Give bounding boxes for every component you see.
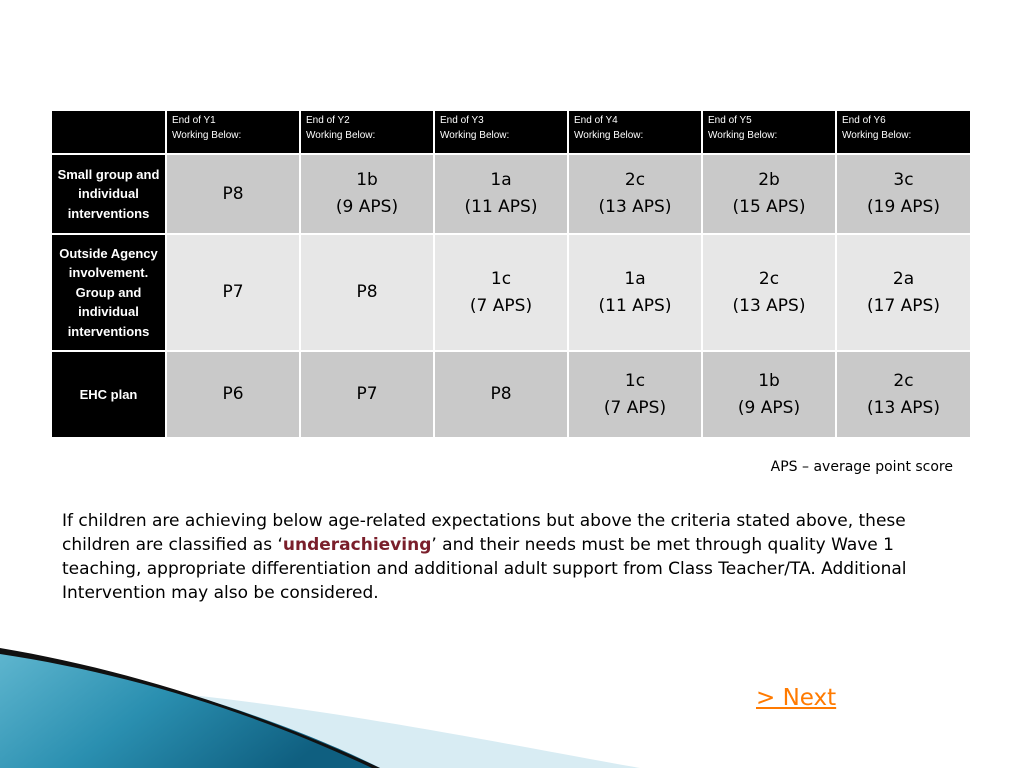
header-subtitle: Working Below:	[574, 130, 644, 141]
cell-aps: (9 APS)	[335, 197, 399, 217]
table-cell	[166, 234, 300, 351]
cell-aps: (7 APS)	[603, 397, 667, 418]
table-cell	[568, 234, 702, 351]
table-row-small-group	[51, 154, 971, 234]
cell-aps: (17 APS)	[867, 295, 940, 316]
row-label: Outside Agency involvement. Group and individual interventions	[51, 234, 166, 351]
table-header-row	[51, 110, 971, 154]
header-subtitle: Working Below:	[172, 130, 242, 141]
cell-level: P8	[356, 282, 378, 302]
cell-level: P6	[222, 384, 244, 404]
cell-level: P7	[356, 384, 378, 404]
cell-level: 1c	[624, 370, 646, 391]
header-y4	[568, 110, 702, 154]
header-year: End of Y3	[440, 115, 484, 126]
cell-level: 1a	[490, 170, 512, 190]
cell-aps: (13 APS)	[867, 397, 940, 418]
row-label: EHC plan	[51, 351, 166, 438]
cell-level: 1a	[624, 268, 646, 289]
header-y6	[836, 110, 971, 154]
header-y1	[166, 110, 300, 154]
table-cell	[300, 154, 434, 234]
cell-level: 1b	[356, 170, 378, 190]
header-subtitle: Working Below:	[842, 130, 912, 141]
next-link[interactable]: > Next	[756, 685, 837, 711]
header-corner	[51, 110, 166, 154]
header-year: End of Y6	[842, 115, 886, 126]
cell-aps: (19 APS)	[867, 197, 940, 217]
header-y3	[434, 110, 568, 154]
table-cell	[568, 154, 702, 234]
cell-aps: (11 APS)	[464, 197, 538, 217]
header-y2	[300, 110, 434, 154]
cell-level: 2b	[758, 170, 780, 190]
table-cell	[300, 351, 434, 438]
cell-level: 1b	[758, 370, 780, 391]
table-row-ehc-plan	[51, 351, 971, 438]
swoosh-teal-band	[0, 650, 380, 768]
table-cell	[434, 351, 568, 438]
table-cell	[434, 234, 568, 351]
cell-level: P7	[222, 282, 244, 302]
header-subtitle: Working Below:	[306, 130, 376, 141]
cell-aps: (13 APS)	[598, 197, 672, 217]
table-cell	[434, 154, 568, 234]
cell-level: 2a	[892, 268, 915, 289]
table-cell	[836, 351, 971, 438]
attainment-table	[50, 109, 972, 439]
paragraph-text-after: ’ and their needs must be met through quality Wave 1 teaching, appropriate differentiation and additional adult support from Class Teacher/TA. Additional Intervention may also be considered.	[62, 535, 907, 603]
header-year: End of Y2	[306, 115, 350, 126]
table-cell	[300, 234, 434, 351]
cell-aps: (9 APS)	[737, 397, 801, 418]
paragraph-text-before: If children are achieving below age-related expectations but above the criteria stated above, these children are classified as ‘	[62, 511, 906, 555]
cell-aps: (11 APS)	[598, 295, 672, 316]
header-year: End of Y5	[708, 115, 752, 126]
table-cell	[166, 351, 300, 438]
cell-level: 2c	[624, 170, 646, 190]
cell-level: 2c	[758, 268, 780, 289]
body-paragraph	[62, 509, 967, 605]
table-cell	[836, 154, 971, 234]
cell-level: 3c	[893, 170, 914, 190]
cell-level: P8	[490, 384, 512, 404]
cell-aps: (7 APS)	[469, 295, 533, 316]
cell-aps: (13 APS)	[732, 295, 806, 316]
cell-aps: (15 APS)	[732, 197, 806, 217]
aps-footnote: APS – average point score	[770, 459, 953, 475]
cell-level: 2c	[893, 370, 914, 391]
row-label: Small group and individual interventions	[51, 154, 166, 234]
table-cell	[702, 234, 836, 351]
table-cell	[836, 234, 971, 351]
header-year: End of Y1	[172, 115, 216, 126]
header-year: End of Y4	[574, 115, 618, 126]
table-cell	[702, 154, 836, 234]
cell-level: P8	[222, 183, 244, 204]
table-row-outside-agency	[51, 234, 971, 351]
header-subtitle: Working Below:	[708, 130, 778, 141]
cell-level: 1c	[490, 268, 512, 289]
table-cell	[702, 351, 836, 438]
header-y5	[702, 110, 836, 154]
underachieving-highlight: underachieving	[282, 535, 432, 555]
header-subtitle: Working Below:	[440, 130, 510, 141]
table-cell	[568, 351, 702, 438]
table-cell	[166, 154, 300, 234]
decorative-swoosh	[0, 600, 1024, 768]
